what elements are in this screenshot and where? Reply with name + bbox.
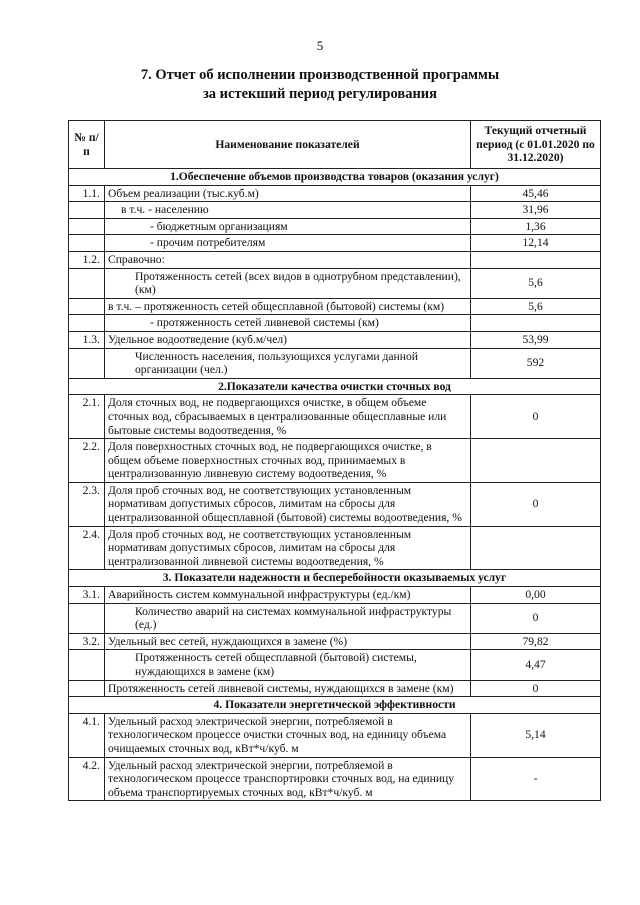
indicator-name: Аварийность систем коммунальной инфраструктуры (ед./км) <box>105 587 471 604</box>
indicator-value: 1,36 <box>471 218 601 235</box>
indicator-name: в т.ч. - населению <box>105 202 471 219</box>
indicator-value: 5,6 <box>471 268 601 298</box>
report-table <box>68 120 601 801</box>
section-header-row <box>69 378 601 395</box>
section-title: 4. Показатели энергетической эффективности <box>69 697 601 714</box>
indicator-name: Протяженность сетей ливневой системы, нуждающихся в замене (км) <box>105 680 471 697</box>
indicator-value <box>471 439 601 483</box>
indicator-value: 4,47 <box>471 650 601 680</box>
row-number <box>69 680 105 697</box>
indicator-name: Удельный расход электрической энергии, потребляемой в технологическом процессе транспортировки сточных вод, на единицу объема транспортируемых сточных вод, кВт*ч/куб. м <box>105 757 471 801</box>
row-number: 1.2. <box>69 251 105 268</box>
table-row <box>69 268 601 298</box>
indicator-name: - прочим потребителям <box>105 235 471 252</box>
page-title <box>0 66 640 104</box>
indicator-name: - бюджетным организациям <box>105 218 471 235</box>
row-number <box>69 603 105 633</box>
indicator-name: Доля сточных вод, не подвергающихся очистке, в общем объеме сточных вод, сбрасываемых в централизованные общесплавные или бытовые системы водоотведения, % <box>105 395 471 439</box>
table-row <box>69 587 601 604</box>
section-title: 2.Показатели качества очистки сточных вод <box>69 378 601 395</box>
section-title: 3. Показатели надежности и бесперебойности оказываемых услуг <box>69 570 601 587</box>
indicator-value: 0 <box>471 603 601 633</box>
header-num: № п/п <box>69 121 105 169</box>
table-row <box>69 315 601 332</box>
row-number: 3.2. <box>69 633 105 650</box>
table-row <box>69 298 601 315</box>
row-number: 2.2. <box>69 439 105 483</box>
indicator-value: 31,96 <box>471 202 601 219</box>
indicator-name: Численность населения, пользующихся услугами данной организации (чел.) <box>105 348 471 378</box>
row-number <box>69 235 105 252</box>
table-row <box>69 218 601 235</box>
row-number: 2.3. <box>69 482 105 526</box>
indicator-value <box>471 315 601 332</box>
header-period: Текущий отчетный период (с 01.01.2020 по 31.12.2020) <box>471 121 601 169</box>
table-row <box>69 757 601 801</box>
row-number <box>69 315 105 332</box>
row-number <box>69 298 105 315</box>
indicator-name: - протяженность сетей ливневой системы (км) <box>105 315 471 332</box>
indicator-value <box>471 526 601 570</box>
row-number <box>69 268 105 298</box>
table-row <box>69 603 601 633</box>
indicator-name: Удельное водоотведение (куб.м/чел) <box>105 331 471 348</box>
indicator-value: 0 <box>471 395 601 439</box>
indicator-value: 0 <box>471 680 601 697</box>
section-header-row <box>69 570 601 587</box>
table-row <box>69 439 601 483</box>
section-header-row <box>69 169 601 186</box>
indicator-name: Удельный вес сетей, нуждающихся в замене (%) <box>105 633 471 650</box>
indicator-value: 12,14 <box>471 235 601 252</box>
indicator-value: 0 <box>471 482 601 526</box>
row-number: 4.1. <box>69 713 105 757</box>
title-line-1: 7. Отчет об исполнении производственной программы <box>140 67 500 83</box>
table-row <box>69 348 601 378</box>
row-number: 1.3. <box>69 331 105 348</box>
title-line-2: за истекший период регулирования <box>202 86 438 102</box>
table-row <box>69 482 601 526</box>
indicator-name: Доля проб сточных вод, не соответствующих установленным нормативам допустимых сбросов, лимитам на сбросы для централизованной общесплавной (бытовой) системы водоотведения, % <box>105 482 471 526</box>
table-row <box>69 633 601 650</box>
table-row <box>69 185 601 202</box>
row-number: 4.2. <box>69 757 105 801</box>
indicator-name: Доля проб сточных вод, не соответствующих установленным нормативам допустимых сбросов, лимитам на сбросы для централизованной ливневой системы водоотведения, % <box>105 526 471 570</box>
indicator-name: Протяженность сетей (всех видов в однотрубном представлении), (км) <box>105 268 471 298</box>
indicator-value: 592 <box>471 348 601 378</box>
indicator-name: Количество аварий на системах коммунальной инфраструктуры (ед.) <box>105 603 471 633</box>
indicator-value: 0,00 <box>471 587 601 604</box>
table-row <box>69 202 601 219</box>
indicator-name: в т.ч. – протяженность сетей общесплавной (бытовой) системы (км) <box>105 298 471 315</box>
indicator-name: Справочно: <box>105 251 471 268</box>
table-row <box>69 713 601 757</box>
indicator-name: Доля поверхностных сточных вод, не подвергающихся очистке, в общем объеме поверхностных сточных вод, принимаемых в централизованную ливневую систему водоотведения, % <box>105 439 471 483</box>
table-row <box>69 395 601 439</box>
indicator-value: 53,99 <box>471 331 601 348</box>
indicator-value: 79,82 <box>471 633 601 650</box>
row-number <box>69 218 105 235</box>
table-row <box>69 526 601 570</box>
row-number <box>69 348 105 378</box>
row-number: 1.1. <box>69 185 105 202</box>
indicator-value: - <box>471 757 601 801</box>
row-number: 3.1. <box>69 587 105 604</box>
table-body <box>69 169 601 801</box>
indicator-value <box>471 251 601 268</box>
indicator-value: 45,46 <box>471 185 601 202</box>
row-number <box>69 202 105 219</box>
header-name: Наименование показателей <box>105 121 471 169</box>
table-row <box>69 650 601 680</box>
indicator-name: Объем реализации (тыс.куб.м) <box>105 185 471 202</box>
indicator-name: Протяженность сетей общесплавной (бытовой) системы, нуждающихся в замене (км) <box>105 650 471 680</box>
indicator-value: 5,14 <box>471 713 601 757</box>
section-header-row <box>69 697 601 714</box>
indicator-value: 5,6 <box>471 298 601 315</box>
table-row <box>69 235 601 252</box>
indicator-name: Удельный расход электрической энергии, потребляемой в технологическом процессе очистки сточных вод, на единицу объема очищаемых сточных вод, кВт*ч/куб. м <box>105 713 471 757</box>
table-row <box>69 331 601 348</box>
row-number <box>69 650 105 680</box>
row-number: 2.4. <box>69 526 105 570</box>
table-row <box>69 251 601 268</box>
row-number: 2.1. <box>69 395 105 439</box>
section-title: 1.Обеспечение объемов производства товаров (оказания услуг) <box>69 169 601 186</box>
table-row <box>69 680 601 697</box>
page-number: 5 <box>316 38 324 53</box>
